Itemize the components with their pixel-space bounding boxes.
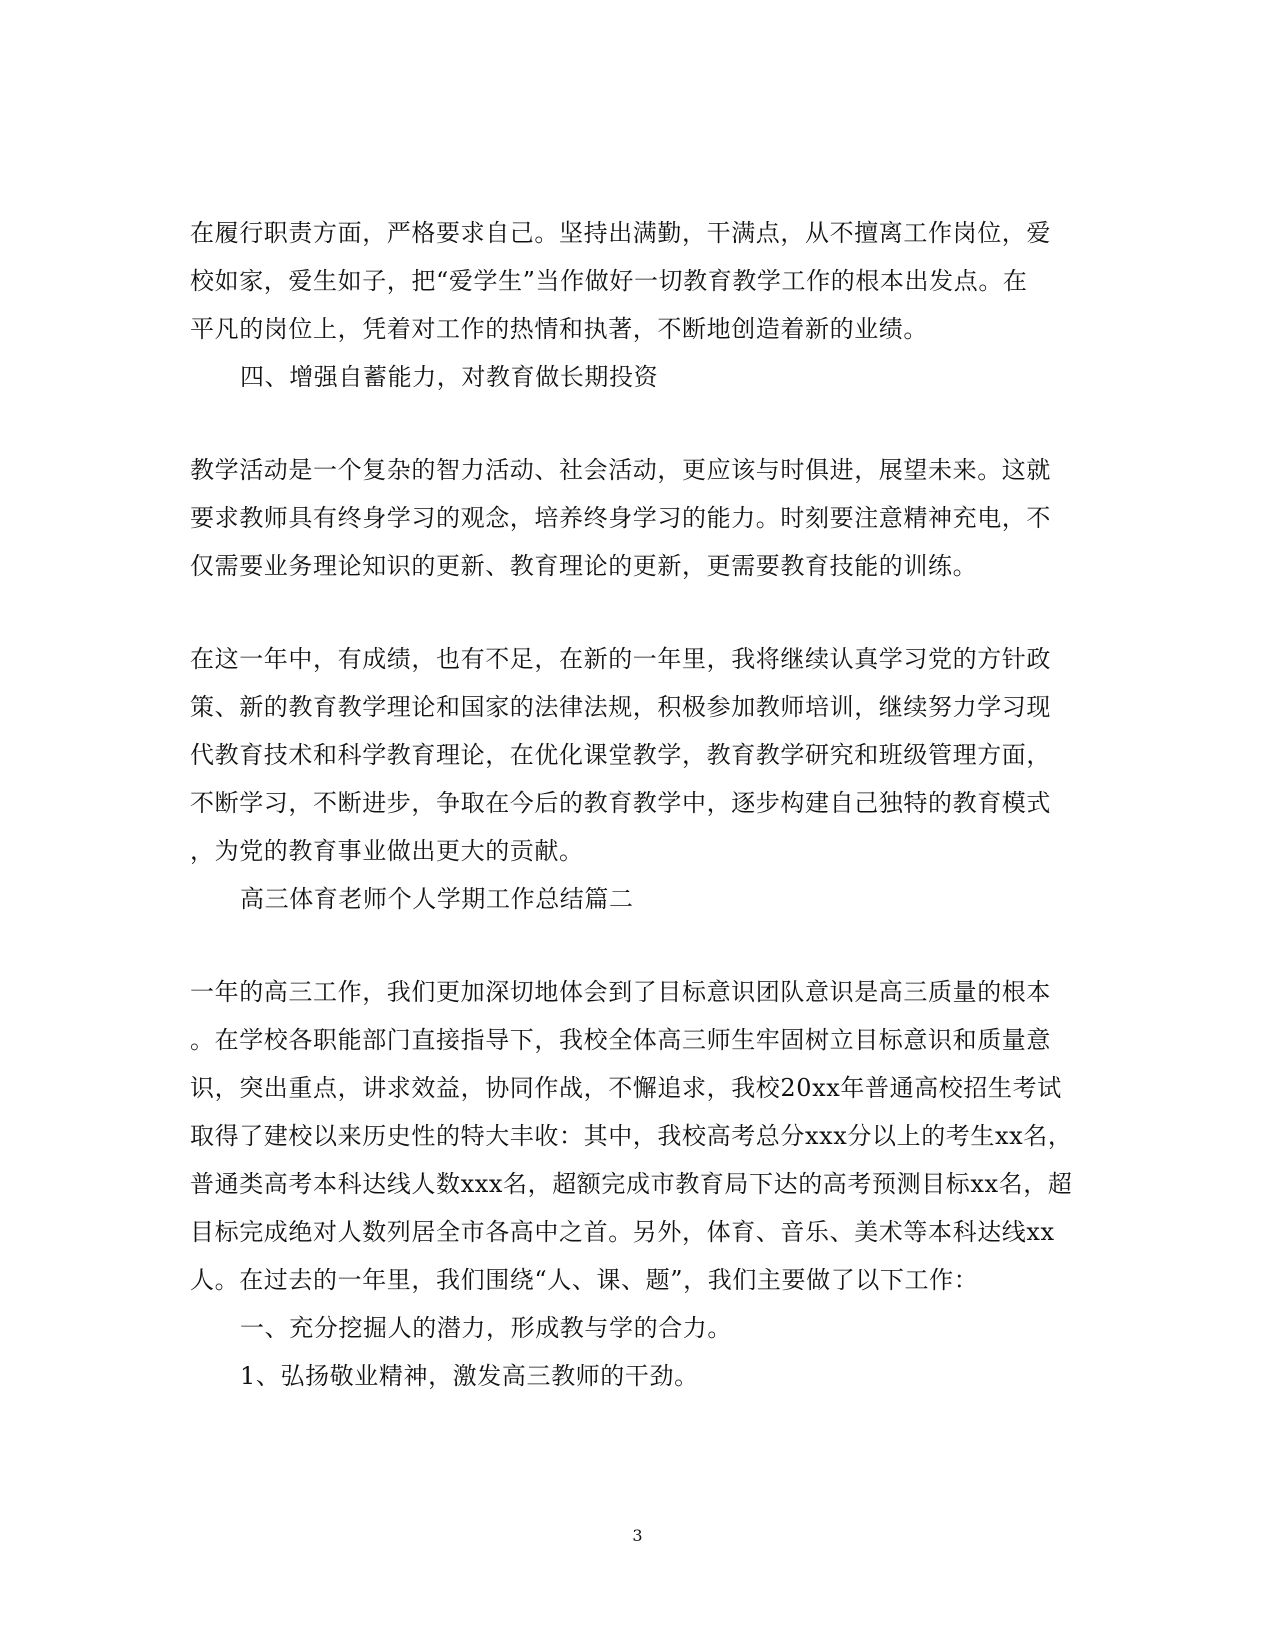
paragraph-line: 在履行职责方面，严格要求自己。坚持出满勤，干满点，从不擅离工作岗位，爱 — [190, 219, 1051, 247]
section-heading: 四、增强自蓄能力，对教育做长期投资 — [240, 363, 659, 391]
paragraph-line: 校如家，爱生如子，把“爱学生”当作做好一切教育教学工作的根本出发点。在 — [190, 267, 1028, 295]
paragraph-line: 代教育技术和科学教育理论，在优化课堂教学，教育教学研究和班级管理方面， — [190, 741, 1051, 769]
paragraph-line: 普通类高考本科达线人数xxx名，超额完成市教育局下达的高考预测目标xx名，超 — [190, 1170, 1073, 1198]
paragraph-line: 策、新的教育教学理论和国家的法律法规，积极参加教师培训，继续努力学习现 — [190, 693, 1051, 721]
paragraph-line: 不断学习，不断进步，争取在今后的教育教学中，逐步构建自己独特的教育模式 — [190, 789, 1051, 817]
paragraph-line: ，为党的教育事业做出更大的贡献。 — [190, 837, 584, 865]
paragraph-line: 一年的高三工作，我们更加深切地体会到了目标意识团队意识是高三质量的根本 — [190, 978, 1051, 1006]
paragraph-line: 仅需要业务理论知识的更新、教育理论的更新，更需要教育技能的训练。 — [190, 552, 978, 580]
subsection-heading: 1、弘扬敬业精神，激发高三教师的干劲。 — [240, 1362, 699, 1390]
paragraph-line: 取得了建校以来历史性的特大丰收：其中，我校高考总分xxx分以上的考生xx名， — [190, 1122, 1073, 1150]
page-number: 3 — [632, 1526, 643, 1545]
paragraph-line: 要求教师具有终身学习的观念，培养终身学习的能力。时刻要注意精神充电，不 — [190, 504, 1051, 532]
paragraph-line: 识，突出重点，讲求效益，协同作战，不懈追求，我校20xx年普通高校招生考试 — [190, 1074, 1062, 1102]
paragraph-line: 在这一年中，有成绩，也有不足，在新的一年里，我将继续认真学习党的方针政 — [190, 645, 1051, 673]
section-heading: 一、充分挖掘人的潜力，形成教与学的合力。 — [240, 1314, 732, 1342]
paragraph-line: 平凡的岗位上，凭着对工作的热情和执著，不断地创造着新的业绩。 — [190, 315, 928, 343]
paragraph-line: 。在学校各职能部门直接指导下，我校全体高三师生牢固树立目标意识和质量意 — [190, 1026, 1051, 1054]
paragraph-line: 教学活动是一个复杂的智力活动、社会活动，更应该与时俱进，展望未来。这就 — [190, 456, 1051, 484]
article-title: 高三体育老师个人学期工作总结篇二 — [240, 885, 634, 913]
paragraph-line: 目标完成绝对人数列居全市各高中之首。另外，体育、音乐、美术等本科达线xx — [190, 1218, 1055, 1246]
paragraph-line: 人。在过去的一年里，我们围绕“人、课、题”，我们主要做了以下工作： — [190, 1266, 979, 1294]
